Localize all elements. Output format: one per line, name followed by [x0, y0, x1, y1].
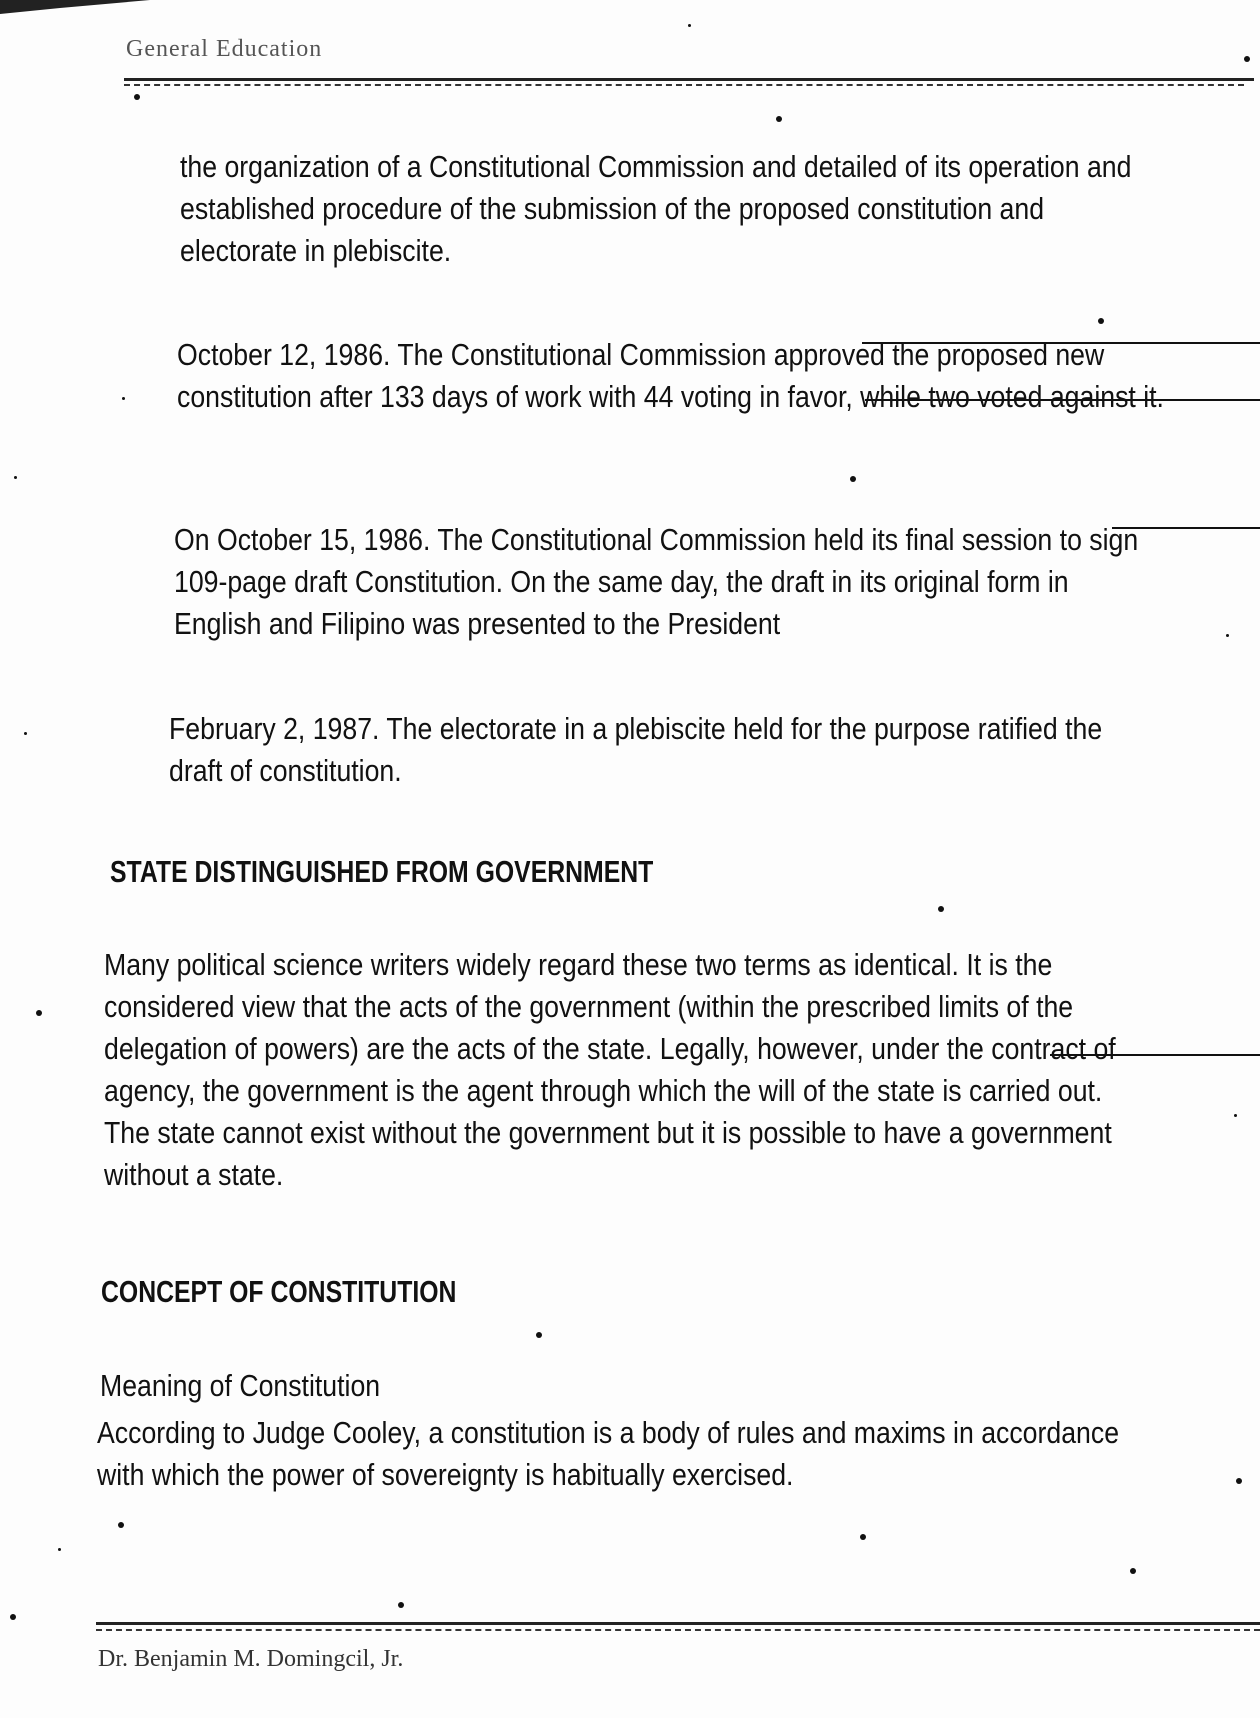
speck	[24, 732, 27, 735]
speck	[1226, 634, 1229, 637]
speck	[860, 1534, 866, 1540]
speck	[1130, 1568, 1136, 1574]
speck	[398, 1602, 404, 1608]
pen-strikethrough-state	[1050, 1054, 1260, 1056]
speck	[776, 116, 782, 122]
speck	[118, 1522, 124, 1528]
speck	[122, 397, 125, 400]
header-rule-secondary	[124, 84, 1244, 86]
subheading-meaning-of-constitution: Meaning of Constitution	[100, 1368, 381, 1403]
speck	[850, 476, 856, 482]
speck	[938, 906, 944, 912]
speck	[688, 24, 691, 27]
paragraph-oct-12-1986: October 12, 1986. The Constitutional Commission approved the proposed new constitution after 133 days of work with 44 voting in favor, while two voted against it.	[177, 337, 1164, 414]
speck	[14, 476, 17, 479]
pen-overline-oct12	[862, 342, 1260, 344]
paragraph-state-vs-government: Many political science writers widely regard these two terms as identical. It is the considered view that the acts of the government (within the prescribed limits of the delegation of powers) are the acts of the state. Legally, however, under the contract of agency, the government is the agent through which the will of the state is carried out. The state cannot exist without the government but it is possible to have a government without a state.	[104, 947, 1116, 1192]
running-header: General Education	[126, 36, 323, 62]
heading-concept-of-constitution: CONCEPT OF CONSTITUTION	[101, 1274, 457, 1309]
speck	[36, 1010, 42, 1016]
speck	[1244, 56, 1250, 62]
speck	[1236, 1478, 1242, 1484]
footer-rule	[96, 1622, 1260, 1625]
corner-smudge	[0, 0, 160, 16]
paragraph-commission-organization: the organization of a Constitutional Commission and detailed of its operation and established procedure of the submission of the proposed constitution and electorate in plebiscite.	[180, 149, 1132, 268]
speck	[536, 1332, 542, 1338]
pen-overline-oct15	[1112, 527, 1260, 529]
speck	[10, 1614, 16, 1620]
paragraph-cooley-definition: According to Judge Cooley, a constitution is a body of rules and maxims in accordance with which the power of sovereignty is habitually exercised.	[97, 1415, 1120, 1492]
paragraph-feb-2-1987: February 2, 1987. The electorate in a plebiscite held for the purpose ratified the draft of constitution.	[169, 711, 1103, 788]
footer-rule-secondary	[96, 1629, 1260, 1631]
speck	[1234, 1114, 1237, 1117]
header-rule	[124, 78, 1254, 81]
pen-strikethrough-oct12	[865, 399, 1260, 401]
speck	[134, 94, 140, 100]
footer-author: Dr. Benjamin M. Domingcil, Jr.	[98, 1646, 404, 1672]
speck	[58, 1548, 61, 1551]
paragraph-oct-15-1986: On October 15, 1986. The Constitutional Commission held its final session to sign 109-page draft Constitution. On the same day, the draft in its original form in English and Filipino was presented to the President	[174, 522, 1139, 641]
heading-state-vs-government: STATE DISTINGUISHED FROM GOVERNMENT	[110, 854, 654, 889]
speck	[1098, 318, 1104, 324]
